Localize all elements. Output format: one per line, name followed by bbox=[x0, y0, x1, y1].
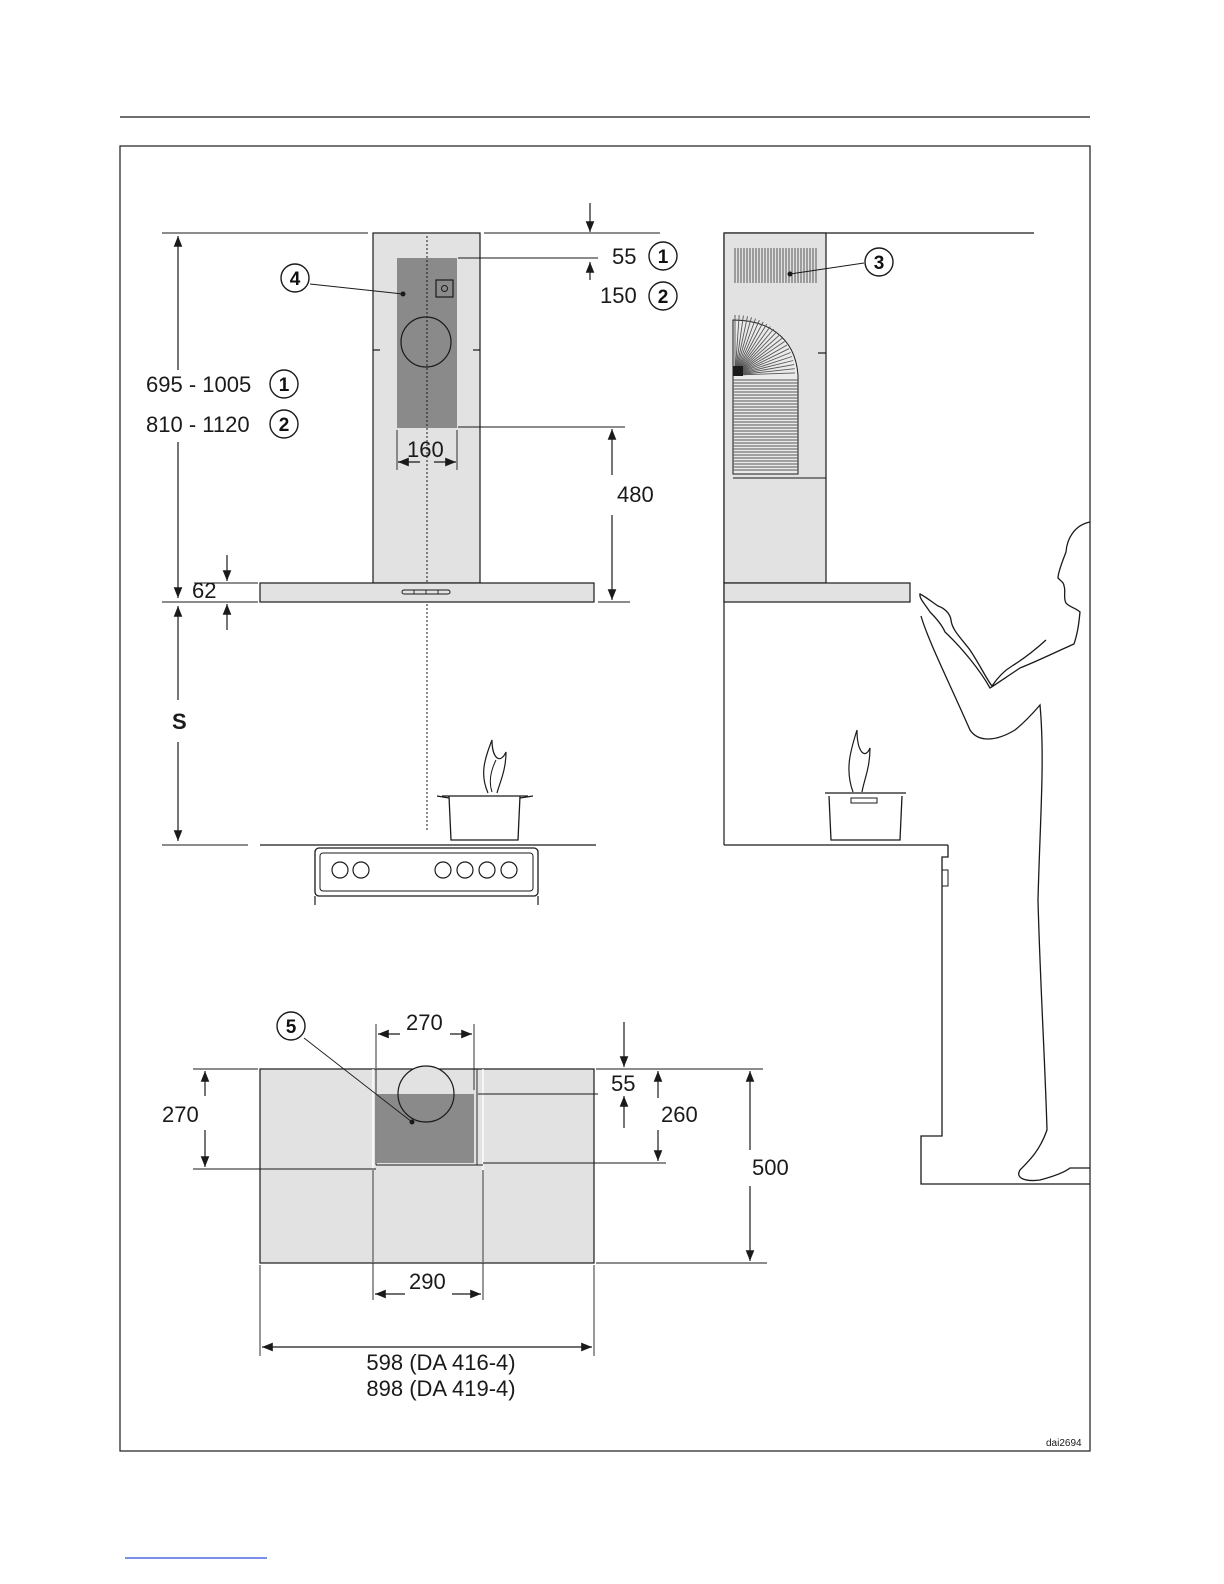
svg-text:3: 3 bbox=[873, 253, 885, 274]
dim-safety-distance: S bbox=[172, 709, 187, 734]
dim-panel-width: 160 bbox=[407, 437, 444, 462]
dim-width-da419: 898 (DA 419-4) bbox=[366, 1376, 516, 1401]
side-view bbox=[724, 233, 1090, 1184]
dim-depth: 500 bbox=[752, 1155, 789, 1180]
dim-height-range-1: 695 - 1005 bbox=[146, 372, 252, 397]
callout-2-top bbox=[649, 282, 677, 310]
dim-width-da416: 598 (DA 416-4) bbox=[366, 1350, 516, 1375]
svg-text:5: 5 bbox=[285, 1017, 297, 1038]
callout-1-height bbox=[270, 370, 298, 398]
pot-icon-front bbox=[437, 740, 533, 840]
dim-canopy-thickness: 62 bbox=[192, 578, 217, 603]
pot-icon-side bbox=[825, 730, 906, 840]
wall-cutout-panel bbox=[397, 258, 457, 428]
cooktop bbox=[315, 848, 538, 905]
svg-text:4: 4 bbox=[289, 269, 301, 290]
person-silhouette bbox=[920, 522, 1090, 1181]
dim-chimney-width: 290 bbox=[409, 1269, 446, 1294]
svg-text:2: 2 bbox=[657, 287, 669, 308]
plan-cutout bbox=[377, 1094, 474, 1163]
svg-text:1: 1 bbox=[657, 247, 669, 268]
canopy-front bbox=[260, 583, 594, 602]
dim-cutout-depth: 270 bbox=[162, 1102, 199, 1127]
dim-height-range-2: 810 - 1120 bbox=[146, 412, 250, 437]
front-view bbox=[146, 203, 677, 905]
dim-cutout-height: 260 bbox=[661, 1102, 698, 1127]
svg-text:2: 2 bbox=[278, 415, 290, 436]
figure-code: dai2694 bbox=[1046, 1438, 1082, 1449]
canopy-side bbox=[724, 583, 910, 602]
dim-panel-bottom-height: 480 bbox=[617, 482, 654, 507]
dim-front-offset: 55 bbox=[611, 1071, 636, 1096]
dim-top-offset-1: 55 bbox=[612, 244, 637, 269]
dim-cutout-width: 270 bbox=[406, 1010, 443, 1035]
svg-text:1: 1 bbox=[278, 375, 290, 396]
dim-top-offset-2: 150 bbox=[600, 283, 637, 308]
plan-view bbox=[162, 1010, 789, 1401]
callout-1-top bbox=[649, 242, 677, 270]
callout-2-height bbox=[270, 410, 298, 438]
